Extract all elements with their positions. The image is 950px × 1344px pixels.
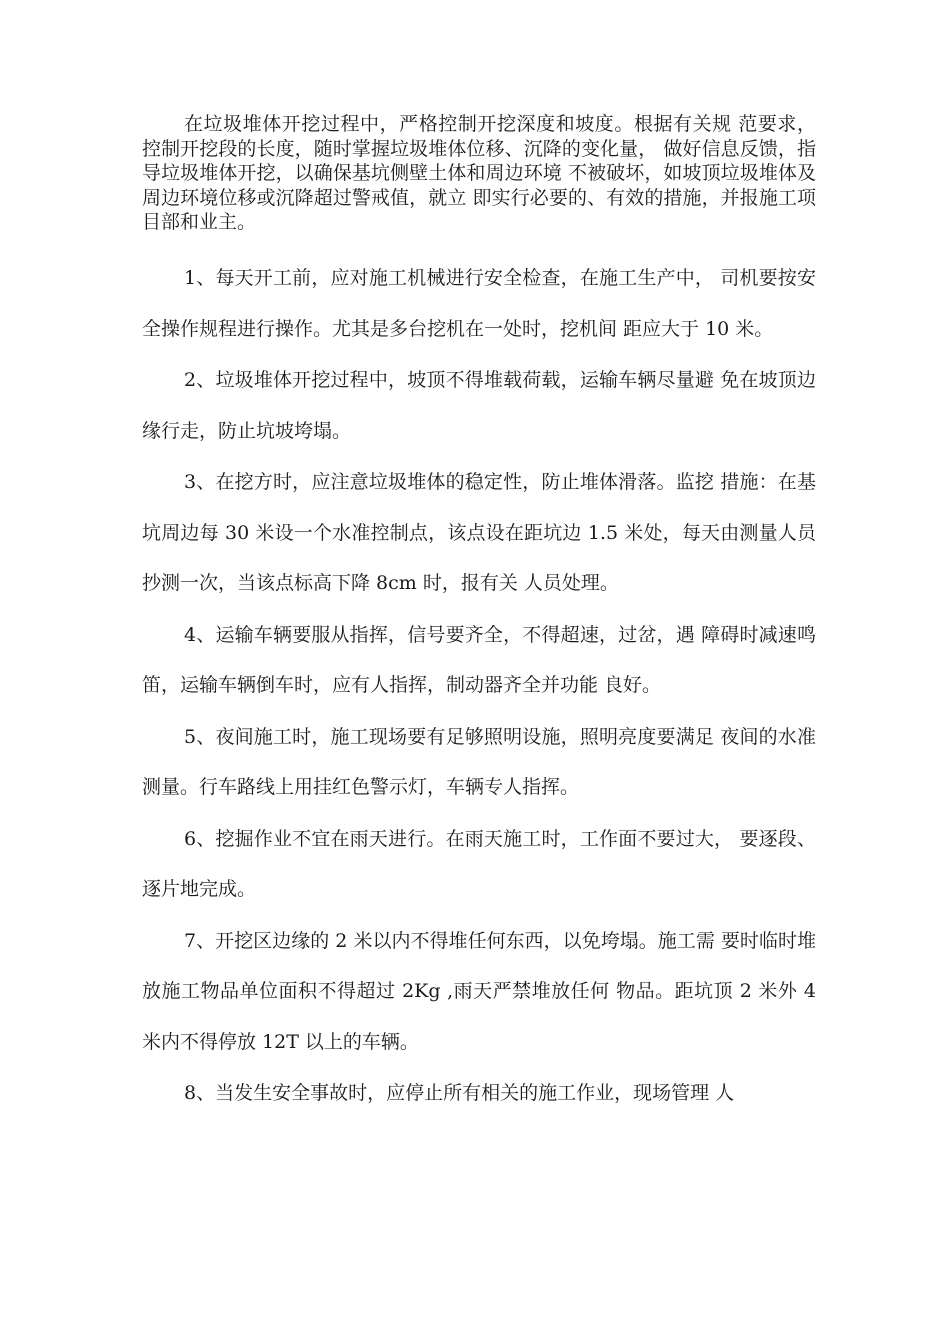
intro-paragraph: 在垃圾堆体开挖过程中，严格控制开挖深度和坡度。根据有关规 范要求，控制开挖段的长度，随时掌握垃圾堆体位移、沉降的变化量， 做好信息反馈，指导垃圾堆体开挖，以确保基坑侧壁土体和周边环境 不被破坏，如坡顶垃圾堆体及周边环境位移或沉降超过警戒值，就立 即实行必要的、有效的措施，并报施工项目部和业主。 (142, 113, 816, 233)
list-item: 2、垃圾堆体开挖过程中，坡顶不得堆载荷载，运输车辆尽量避 免在坡顶边缘行走，防止坑坡垮塌。 (142, 369, 816, 442)
list-item: 7、开挖区边缘的 2 米以内不得堆任何东西，以免垮塌。施工需 要时临时堆放施工物品单位面积不得超过 2Kg ,雨天严禁堆放任何 物品。距坑顶 2 米外 4 米内不得停放 12T 以上的车辆。 (142, 929, 816, 1053)
list-item: 3、在挖方时，应注意垃圾堆体的稳定性，防止堆体滑落。监挖 措施：在基坑周边每 30 米设一个水准控制点，该点设在距坑边 1.5 米处，每天由测量人员抄测一次，当该点标高下降 8cm 时，报有关 人员处理。 (142, 471, 816, 594)
list-item: 4、运输车辆要服从指挥，信号要齐全，不得超速，过岔，遇 障碍时减速鸣笛，运输车辆倒车时，应有人指挥，制动器齐全并功能 良好。 (142, 623, 816, 696)
list-item: 5、夜间施工时，施工现场要有足够照明设施，照明亮度要满足 夜间的水准测量。行车路线上用挂红色警示灯，车辆专人指挥。 (142, 725, 816, 798)
safety-measures-list (142, 253, 816, 1120)
list-item: 8、当发生安全事故时，应停止所有相关的施工作业，现场管理 人 (184, 1082, 735, 1104)
list-item: 6、挖掘作业不宜在雨天进行。在雨天施工时，工作面不要过大， 要逐段、逐片地完成。 (142, 827, 816, 900)
list-item: 1、每天开工前，应对施工机械进行安全检查，在施工生产中， 司机要按安全操作规程进行操作。尤其是多台挖机在一处时，挖机间 距应大于 10 米。 (142, 267, 816, 340)
